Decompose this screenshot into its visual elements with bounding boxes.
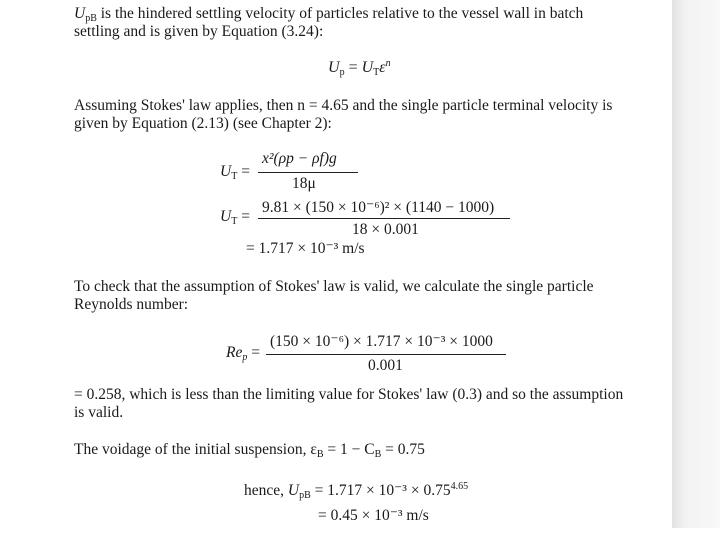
reynolds-denominator: 0.001 bbox=[368, 357, 403, 374]
hence-equation: hence, $U_{pB} = 1.717 \times 10^{-3} \times 0.75^{4.65}$ bbox=[244, 481, 469, 501]
calc-fraction-bar bbox=[258, 218, 510, 219]
paragraph-4-line-1: = 0.258, which is less than the limiting value for Stokes' law (0.3) and so the assumption bbox=[74, 386, 624, 403]
calc-equation-lhs: $U_T$ = bbox=[220, 208, 250, 227]
reynolds-fraction-bar bbox=[266, 354, 506, 355]
paragraph-3-line-2: Reynolds number: bbox=[74, 296, 189, 313]
paragraph-2-line-1: Assuming Stokes' law applies, then n = 4.65 and the single particle terminal velocity is bbox=[74, 97, 613, 114]
calc-numerator: 9.81 × (150 × 10⁻⁶)² × (1140 − 1000) bbox=[262, 199, 495, 216]
equation-hindered-settling: $U_p = U_T\varepsilon^n$ bbox=[328, 58, 391, 78]
paragraph-4-line-2: is valid. bbox=[74, 404, 124, 421]
paragraph-1-line-1: $U_{pB}$ is the hindered settling velocity of particles relative to the vessel wall in batch bbox=[74, 5, 584, 24]
reynolds-lhs: $Re_p$ = bbox=[226, 344, 260, 363]
calc-denominator: 18 × 0.001 bbox=[352, 221, 419, 238]
reynolds-numerator: (150 × 10⁻⁶) × 1.717 × 10⁻³ × 1000 bbox=[270, 333, 493, 350]
paragraph-2-line-2: given by Equation (2.13) (see Chapter 2): bbox=[74, 115, 332, 132]
stokes-equation-denominator: 18μ bbox=[292, 175, 316, 192]
page-edge-shadow bbox=[672, 0, 720, 528]
final-result: = 0.45 × 10⁻³ m/s bbox=[318, 507, 429, 524]
terminal-velocity-result: = 1.717 × 10⁻³ m/s bbox=[246, 240, 365, 257]
voidage-statement: The voidage of the initial suspension, $\varepsilon_B = 1 - C_B = 0.75$ bbox=[74, 441, 425, 460]
stokes-equation-numerator: x²(ρp − ρf)g bbox=[262, 150, 337, 167]
stokes-fraction-bar bbox=[258, 172, 358, 173]
paragraph-3-line-1: To check that the assumption of Stokes' law is valid, we calculate the single particle bbox=[74, 278, 594, 295]
paragraph-1-line-2: settling and is given by Equation (3.24): bbox=[74, 23, 324, 40]
stokes-equation-lhs: $U_T$ = bbox=[220, 163, 250, 182]
